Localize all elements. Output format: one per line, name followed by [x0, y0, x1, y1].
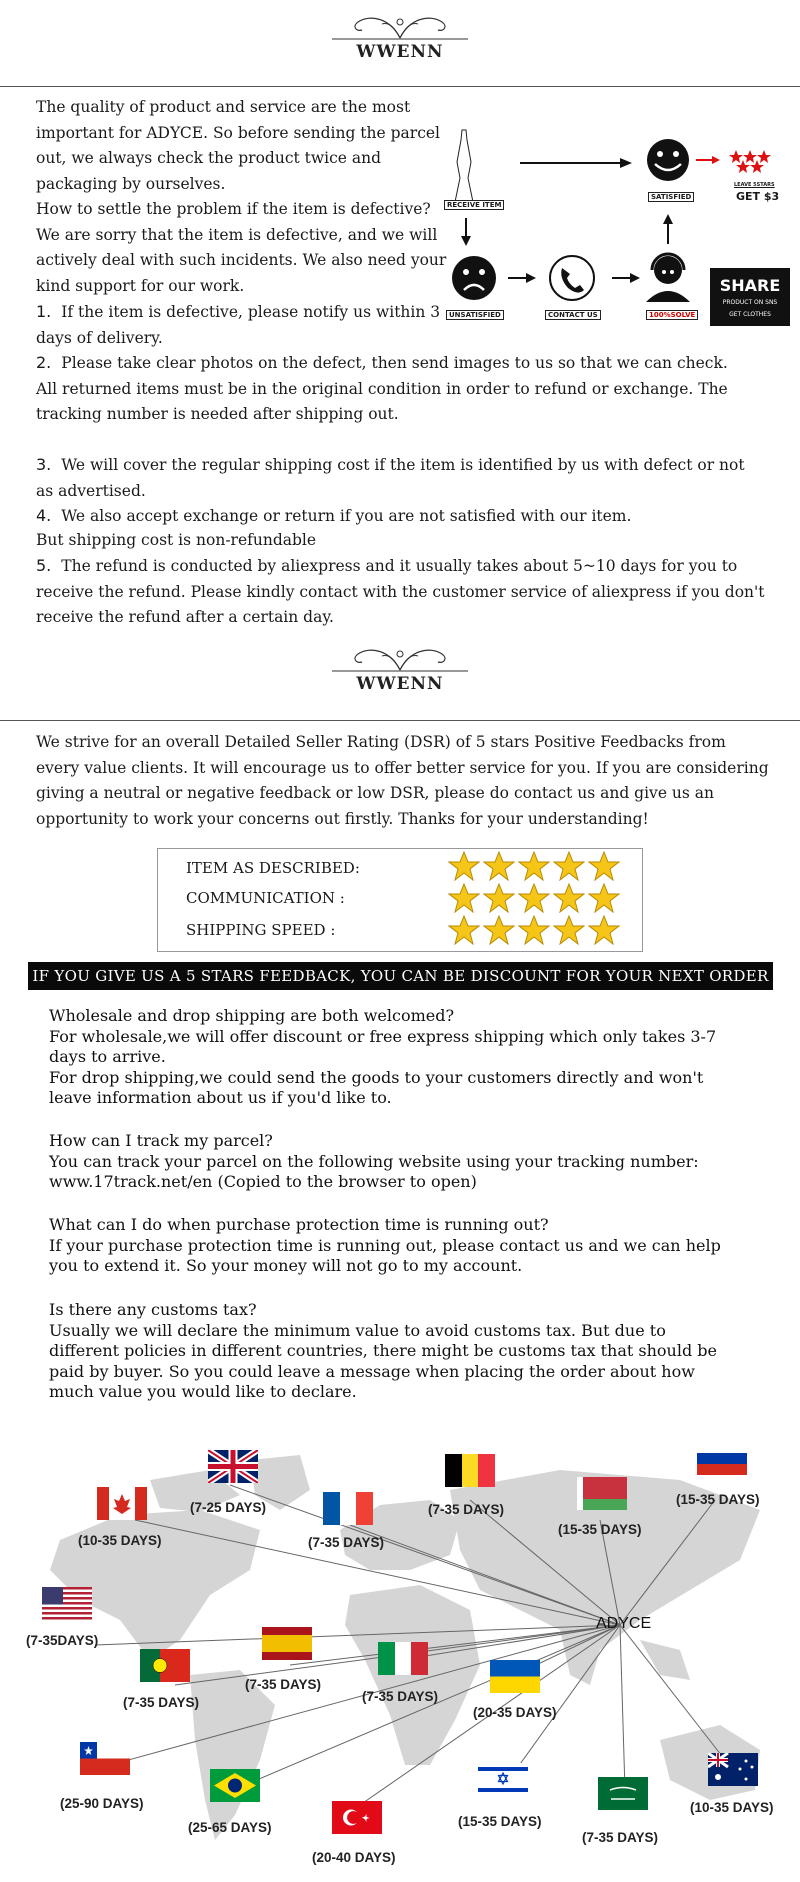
- france-days: (7-35 DAYS): [308, 1535, 385, 1550]
- star-icon: [448, 915, 480, 945]
- saudi-arabia-days: (7-35 DAYS): [582, 1830, 659, 1845]
- receive-item-label: RECEIVE ITEM: [444, 200, 504, 210]
- faq-line: much value you would like to declare.: [49, 1382, 357, 1401]
- faq-line: If your purchase protection time is running out, please contact us and we can help: [49, 1235, 721, 1255]
- canada-flag-icon: [97, 1487, 147, 1520]
- star-icon: [483, 883, 515, 913]
- faq-line: leave information about us if you'd like to.: [49, 1088, 392, 1107]
- quality-intro: [36, 95, 451, 197]
- faq-link[interactable]: www.17track.net/en (Copied to the browser to open): [49, 1172, 477, 1191]
- star-icon: [518, 851, 550, 881]
- service-flowchart: [440, 120, 800, 340]
- shipping-map: [0, 1420, 800, 1882]
- faq-line: different policies in different countries, there might be customs tax that should be: [49, 1341, 718, 1360]
- rating-label-item: ITEM AS DESCRIBED:: [186, 859, 360, 877]
- usa-flag-icon: [42, 1587, 92, 1620]
- ukraine-days: (20-35 DAYS): [473, 1705, 557, 1720]
- item-text: We will cover the regular shipping cost if the item is identified by us with defect or not as advertised.: [36, 456, 745, 500]
- share-sub1: PRODUCT ON SNS: [722, 299, 778, 306]
- item-text: The refund is conducted by aliexpress and it usually takes about 5~10 days for you to receive the refund. Please kindly contact with the customer service of aliexpress if you don't receive the refund after a certain day.: [36, 557, 765, 626]
- chile-flag-icon: [80, 1742, 130, 1775]
- policy-item-2: [36, 350, 736, 428]
- share-sub2: GET CLOTHES: [729, 311, 771, 318]
- faq-wholesale: [49, 1006, 716, 1109]
- faq-line: You can track your parcel on the following website using your tracking number:: [49, 1151, 699, 1171]
- rating-box: [157, 848, 643, 952]
- ornament-icon: [330, 640, 470, 674]
- item-number: 5.: [36, 556, 52, 575]
- faq-line: Usually we will declare the minimum value to avoid customs tax. But due to: [49, 1320, 666, 1340]
- unsatisfied-label: UNSATISFIED: [446, 310, 504, 320]
- item-text: If the item is defective, please notify us within 3 days of delivery.: [36, 303, 441, 347]
- get-reward-label: GET $3: [736, 190, 780, 203]
- faq-protection: [49, 1215, 721, 1277]
- solve-label: 100%SOLVE: [646, 310, 698, 320]
- star-icon: [448, 883, 480, 913]
- star-icon: [518, 883, 550, 913]
- france-flag-icon: [323, 1492, 373, 1525]
- star-icon: [588, 883, 620, 913]
- item-number: 4.: [36, 506, 52, 525]
- israel-flag-icon: [478, 1763, 528, 1796]
- policy-item-1: [36, 299, 446, 351]
- uk-days: (7-25 DAYS): [190, 1500, 267, 1515]
- policy-item-5: [36, 553, 766, 631]
- brazil-flag-icon: [210, 1769, 260, 1802]
- satisfied-label: SATISFIED: [648, 192, 694, 202]
- ornament-icon: [330, 8, 470, 42]
- turkey-flag-icon: [332, 1801, 382, 1834]
- item-number: 1.: [36, 302, 52, 321]
- star-icon: [588, 915, 620, 945]
- star-icon: [448, 851, 480, 881]
- usa-days: (7-35DAYS): [26, 1633, 99, 1648]
- rating-label-shipping: SHIPPING SPEED :: [186, 921, 336, 939]
- star-icon: [553, 851, 585, 881]
- faq-line: days to arrive.: [49, 1047, 166, 1066]
- star-icon: [483, 851, 515, 881]
- divider: [0, 86, 800, 87]
- policy-note: [36, 528, 766, 554]
- belgium-days: (7-35 DAYS): [428, 1502, 505, 1517]
- australia-days: (10-35 DAYS): [690, 1800, 774, 1815]
- divider: [0, 720, 800, 721]
- policy-item-3: [36, 452, 756, 504]
- leave-stars-label: LEAVE 5STARS: [734, 182, 775, 188]
- item-text: We also accept exchange or return if you are not satisfied with our item.: [61, 507, 632, 525]
- canada-days: (10-35 DAYS): [78, 1533, 162, 1548]
- faq-line: For drop shipping,we could send the goods to your customers directly and won't: [49, 1067, 704, 1087]
- policy-item-4: [36, 503, 766, 530]
- faq-question: Wholesale and drop shipping are both welcomed?: [49, 1006, 455, 1025]
- australia-flag-icon: [708, 1753, 758, 1786]
- share-title: SHARE: [719, 276, 781, 295]
- contact-us-label: CONTACT US: [545, 310, 601, 320]
- intro-text: The quality of product and service are the most important for ADYCE. So before sending the parcel out, we always check the product twice and packaging by ourselves.: [36, 98, 441, 193]
- brand-logo-2: [0, 640, 800, 694]
- defect-question: [36, 197, 456, 299]
- israel-days: (15-35 DAYS): [458, 1814, 542, 1829]
- star-icon: [553, 883, 585, 913]
- star-icon: [518, 915, 550, 945]
- feedback-banner: IF YOU GIVE US A 5 STARS FEEDBACK, YOU CAN BE DISCOUNT FOR YOUR NEXT ORDER: [28, 962, 773, 990]
- note-text: But shipping cost is non-refundable: [36, 531, 317, 549]
- logo-text: WWENN: [356, 674, 444, 694]
- chile-days: (25-90 DAYS): [60, 1796, 144, 1811]
- faq-question: What can I do when purchase protection time is running out?: [49, 1215, 549, 1234]
- star-icon: [483, 915, 515, 945]
- saudi-arabia-flag-icon: [598, 1777, 648, 1810]
- faq-line: paid by buyer. So you could leave a message when placing the order about how: [49, 1361, 695, 1381]
- brand-logo: [0, 8, 800, 62]
- dsr-intro: [36, 730, 771, 832]
- faq-customs: [49, 1300, 717, 1403]
- item-number: 3.: [36, 455, 52, 474]
- russia-days: (15-35 DAYS): [676, 1492, 760, 1507]
- belarus-days: (15-35 DAYS): [558, 1522, 642, 1537]
- belgium-flag-icon: [445, 1454, 495, 1487]
- share-box: [710, 268, 790, 326]
- brazil-days: (25-65 DAYS): [188, 1820, 272, 1835]
- portugal-flag-icon: [140, 1649, 190, 1682]
- hub-label: ADYCE: [596, 1615, 652, 1632]
- russia-flag-icon: [697, 1442, 747, 1475]
- star-icon: [588, 851, 620, 881]
- faq-line: you to extend it. So your money will not go to my account.: [49, 1256, 523, 1275]
- faq-tracking: [49, 1131, 699, 1193]
- rating-stars-shipping: [448, 915, 620, 945]
- dsr-text: We strive for an overall Detailed Seller Rating (DSR) of 5 stars Positive Feedbacks from every value clients. It will encourage us to offer better service for you. If you are considering giving a neutral or negative feedback or low DSR, please do contact us and give us an opportunity to work your concerns out firstly. Thanks for your understanding!: [36, 733, 769, 828]
- ukraine-flag-icon: [490, 1660, 540, 1693]
- spain-days: (7-35 DAYS): [245, 1677, 322, 1692]
- faq-line: For wholesale,we will offer discount or free express shipping which only takes 3-7: [49, 1026, 717, 1046]
- dress-icon: [455, 130, 473, 202]
- question-text: How to settle the problem if the item is defective? We are sorry that the item is defective, and we will actively deal with such incidents. We also need your kind support for our work.: [36, 200, 447, 295]
- faq-question: How can I track my parcel?: [49, 1131, 273, 1150]
- item-number: 2.: [36, 353, 52, 372]
- item-text: Please take clear photos on the defect, then send images to us so that we can check. All returned items must be in the original condition in order to refund or exchange. The tracking number is needed after shipping out.: [36, 354, 728, 423]
- belarus-flag-icon: [577, 1477, 627, 1510]
- rating-stars-communication: [448, 883, 620, 913]
- uk-flag-icon: [208, 1450, 258, 1483]
- faq-question: Is there any customs tax?: [49, 1300, 257, 1319]
- turkey-days: (20-40 DAYS): [312, 1850, 396, 1865]
- italy-flag-icon: [378, 1642, 428, 1675]
- rating-stars-item: [448, 851, 620, 881]
- logo-text: WWENN: [356, 42, 444, 62]
- spain-flag-icon: [262, 1627, 312, 1660]
- italy-days: (7-35 DAYS): [362, 1689, 439, 1704]
- star-icon: [553, 915, 585, 945]
- rating-label-communication: COMMUNICATION :: [186, 889, 345, 907]
- portugal-days: (7-35 DAYS): [123, 1695, 200, 1710]
